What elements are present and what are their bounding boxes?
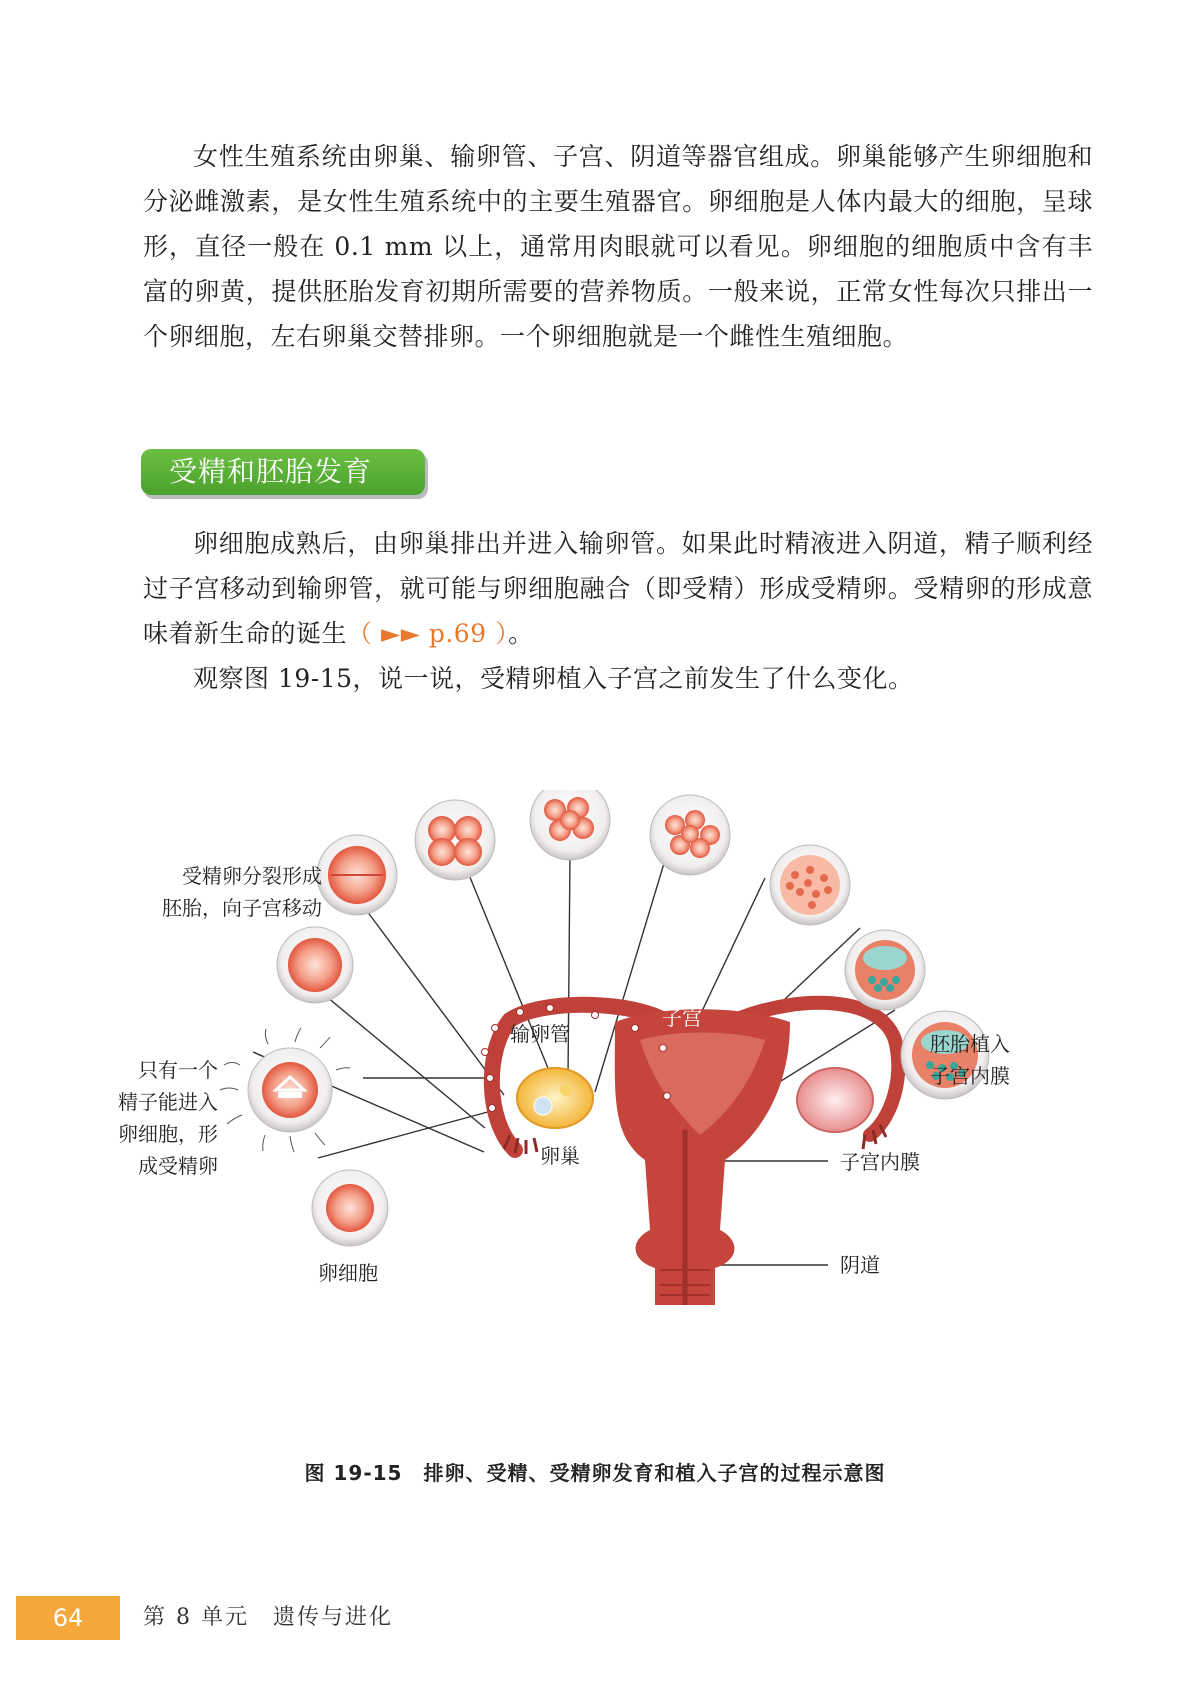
zygote-division-label [132,860,322,924]
one-sperm-label [108,1054,218,1182]
label-line: 受精卵分裂形成 [182,864,322,888]
fertilization-text: 卵细胞成熟后，由卵巢排出并进入输卵管。如果此时精液进入阴道，精子顺利经过子宫移动到输卵管，就可能与卵细胞融合（即受精）形成受精卵。受精卵的形成意味着新生命的诞生 [143,529,1093,648]
intro-text [143,134,1093,359]
egg-cell-label: 卵细胞 [318,1261,378,1285]
four-cell-stage-icon [415,800,495,880]
egg-cell-icon [312,1170,388,1246]
figure-19-15 [100,790,1080,1410]
label-line: 只有一个 [138,1058,218,1082]
fertilized-egg-icon [220,1028,350,1152]
eight-cell-stage-icon [530,790,610,860]
implantation-label [930,1028,1010,1092]
section-heading: 受精和胚胎发育 [141,449,425,495]
endometrium-label: 子宫内膜 [840,1150,920,1174]
observe-question: 观察图 19-15，说一说，受精卵植入子宫之前发生了什么变化。 [193,664,914,693]
label-line: 胚胎，向子宫移动 [162,896,322,920]
one-cell-stage-icon [277,927,353,1003]
unit-title: 第 8 单元 遗传与进化 [143,1605,393,1630]
page-footer [0,1596,1190,1640]
ovary-label: 卵巢 [540,1144,580,1168]
page-reference-link[interactable]: （ ►► p.69 ） [347,619,509,648]
intro-paragraph: 女性生殖系统由卵巢、输卵管、子宫、阴道等器官组成。卵巢能够产生卵细胞和分泌雌激素，是女性生殖系统中的主要生殖器官。卵细胞是人体内最大的细胞，呈球形，直径一般在 0.1 mm 以上，通常用肉眼就可以看见。卵细胞的细胞质中含有丰富的卵黄，提供胚胎发育初期所需要的营养物质。一般来说，正常女性每次只排出一个卵细胞，左右卵巢交替排卵。一个卵细胞就是一个雌性生殖细胞。 [143,142,1093,351]
figure-caption: 图 19-15 排卵、受精、受精卵发育和植入子宫的过程示意图 [304,1461,886,1485]
early-blastocyst-icon [770,845,850,925]
fertilization-paragraph [143,521,1093,656]
fertilization-end: 。 [508,619,534,648]
label-line: 成受精卵 [138,1154,218,1178]
label-line: 子宫内膜 [930,1064,1010,1088]
label-line: 精子能进入 [118,1090,218,1114]
uterus-label: 子宫 [662,1006,702,1030]
page-number: 64 [16,1596,120,1640]
label-line: 胚胎植入 [930,1032,1010,1056]
vagina-label: 阴道 [840,1253,880,1277]
section-body [143,521,1093,701]
morula-icon [650,795,730,875]
oviduct-label: 输卵管 [510,1022,570,1046]
label-line: 卵细胞，形 [118,1122,218,1146]
two-cell-stage-icon [317,835,397,915]
blastocyst-icon [845,930,925,1010]
